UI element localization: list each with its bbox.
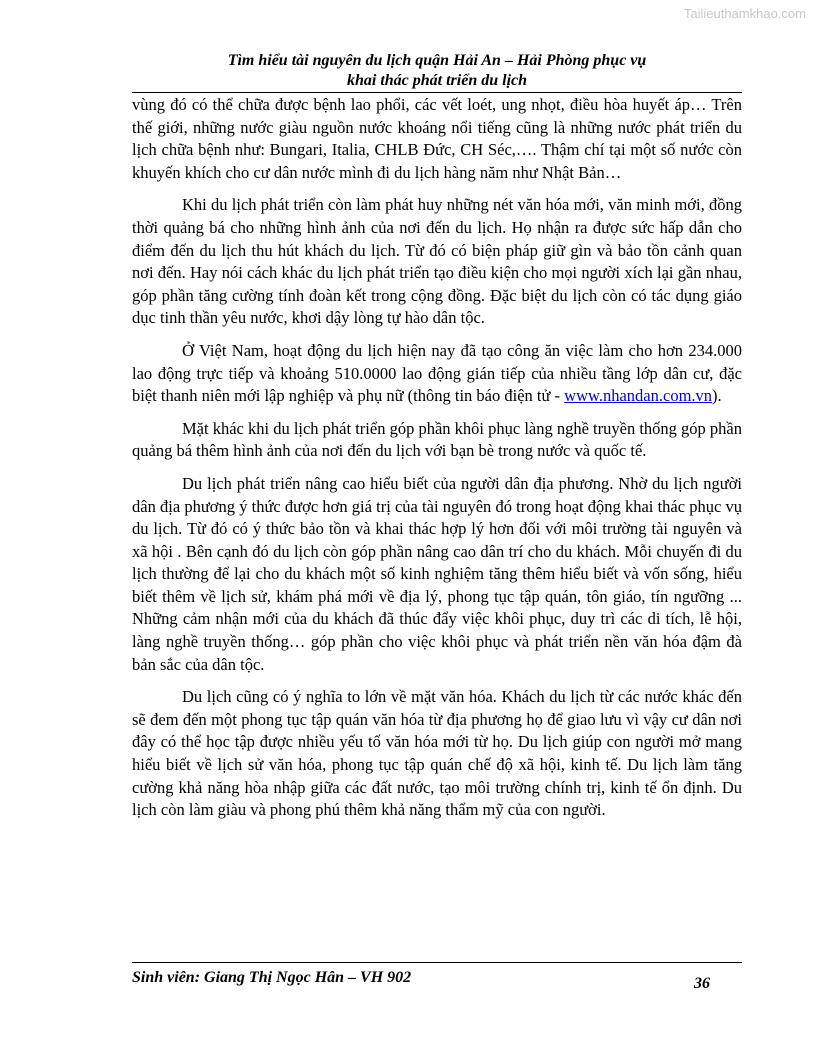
page-number: 36 bbox=[694, 975, 710, 992]
paragraph-local-knowledge: Du lịch phát triển nâng cao hiểu biết của người dân địa phương. Nhờ du lịch người dân địa phương ý thức được hơn giá trị của tài nguyên đó trong hoạt động khai thác phục vụ du lịch. Từ đó có ý thức bảo tồn và khai thác hợp lý hơn đối với môi trường tài nguyên và xã hội . Bên cạnh đó du lịch còn góp phần nâng cao dân trí cho du khách. Mỗi chuyến đi du lịch thường để lại cho du khách một số kinh nghiệm tăng thêm hiểu biết và vốn sống, hiểu biết thêm về lịch sử, khám phá mới về địa lý, phong tục tập quán, tôn giáo, tín ngưỡng ... Những cảm nhận mới của du khách đã thúc đẩy việc khôi phục, duy trì các di tích, lễ hội, làng nghề truyền thống… góp phần cho việc khôi phục và phát triển nền văn hóa đậm đà bản sắc của dân tộc. bbox=[132, 473, 742, 674]
header-title-line-1: Tìm hiểu tài nguyên du lịch quận Hải An – Hải Phòng phục vụ bbox=[227, 52, 647, 69]
footer-divider bbox=[132, 962, 742, 963]
nhandan-link[interactable]: www.nhandan.com.vn bbox=[564, 386, 713, 406]
document-body bbox=[132, 94, 742, 832]
paragraph-culture-promotion: Khi du lịch phát triển còn làm phát huy những nét văn hóa mới, văn minh mới, đồng thời quảng bá cho những hình ảnh của nơi đến du lịch. Họ nhận ra được sức hấp dẫn cho điểm đến du lịch thu hút khách du lịch. Từ đó có biện pháp giữ gìn và bảo tồn cảnh quan nơi đến. Hay nói cách khác du lịch phát triển tạo điều kiện cho mọi người xích lại gần nhau, góp phần tăng cường tính đoàn kết trong cộng đồng. Đặc biệt du lịch còn có tác dụng giáo dục tinh thần yêu nước, khơi dậy lòng tự hào dân tộc. bbox=[132, 195, 742, 328]
paragraph-vietnam-employment bbox=[132, 340, 742, 408]
header-divider bbox=[132, 92, 742, 93]
paragraph-continued: vùng đó có thể chữa được bệnh lao phổi, các vết loét, ung nhọt, điều hòa huyết áp… Trên thế giới, những nước giàu nguồn nước khoáng nổi tiếng cũng là những nước phát triển du lịch chữa bệnh như: Bungari, Italia, CHLB Đức, CH Séc,…. Thậm chí tại một số nước còn khuyến khích cho cư dân nước mình đi du lịch hàng năm như Nhật Bản… bbox=[132, 95, 742, 182]
footer-author: Sinh viên: Giang Thị Ngọc Hân – VH 902 bbox=[132, 969, 412, 986]
paragraph-employment-end: ). bbox=[712, 386, 722, 406]
paragraph-cultural-meaning: Du lịch cũng có ý nghĩa to lớn về mặt văn hóa. Khách du lịch từ các nước khác đến sẽ đem đến một phong tục tập quán văn hóa từ địa phương họ để giao lưu vì vậy cư dân nơi đây có thể học tập được nhiều yếu tố văn hóa mới từ họ. Du lịch giúp con người mở mang hiểu biết về lịch sử văn hóa, phong tục tập quán chế độ xã hội, kinh tế. Du lịch làm tăng cường khả năng hòa nhập giữa các đất nước, tạo môi trường chính trị, kinh tế ổn định. Du lịch còn làm giàu và phong phú thêm khả năng thẩm mỹ của con người. bbox=[132, 687, 742, 820]
paragraph-craft-villages: Mặt khác khi du lịch phát triển góp phần khôi phục làng nghề truyền thống góp phần quảng bá thêm hình ảnh của nơi đến du lịch với bạn bè trong nước và quốc tế. bbox=[132, 418, 742, 461]
header-title-line-2: khai thác phát triển du lịch bbox=[346, 72, 528, 89]
page-header bbox=[132, 51, 742, 91]
watermark-text: Tailieuthamkhao.com bbox=[683, 6, 806, 21]
page-footer bbox=[132, 968, 710, 994]
paragraph-employment-text: Ở Việt Nam, hoạt động du lịch hiện nay đã tạo công ăn việc làm cho hơn 234.000 lao động trực tiếp và khoảng 510.0000 lao động gián tiếp của nhiều tầng lớp dân cư, đặc biệt thanh niên mới lập nghiệp và phụ nữ (thông tin báo điện tử - bbox=[132, 340, 742, 406]
